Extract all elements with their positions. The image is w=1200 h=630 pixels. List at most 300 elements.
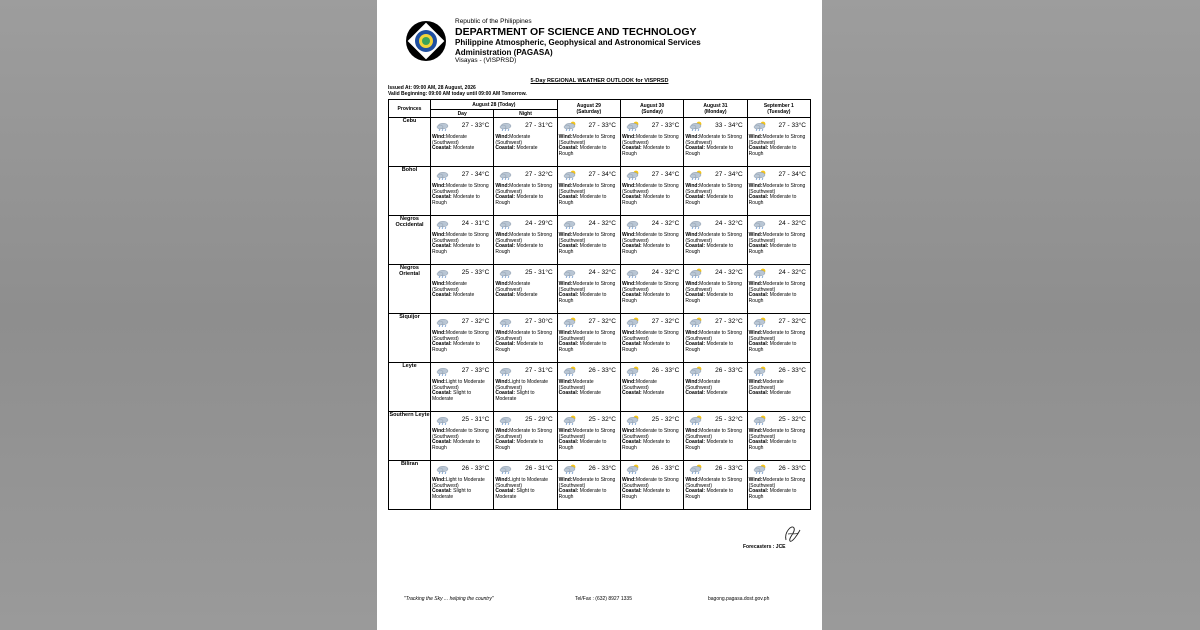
coastal-label: Coastal:	[685, 243, 706, 249]
wind-value: Moderate (Southwest)	[748, 379, 784, 391]
wind-value: Moderate to Strong (Southwest)	[495, 428, 552, 440]
coastal-label: Coastal:	[432, 439, 452, 445]
province-row	[389, 118, 811, 167]
forecast-cell	[620, 314, 683, 363]
province-row	[389, 216, 811, 265]
temperature-range: 27 - 33°C	[461, 367, 490, 374]
coastal-label: Coastal:	[621, 439, 642, 445]
wind-label: Wind:	[748, 134, 763, 140]
partly-cloudy-rain-icon	[752, 464, 766, 474]
day-subheader: Day	[431, 110, 494, 118]
wind-value: Moderate to Strong (Southwest)	[748, 183, 806, 195]
forecast-cell	[684, 314, 747, 363]
coastal-value: Moderate	[579, 390, 601, 396]
rain-cloud-icon	[625, 268, 639, 278]
wind-label: Wind:	[432, 379, 446, 385]
forecast-cell	[620, 216, 683, 265]
forecast-description	[559, 429, 619, 451]
coastal-label: Coastal:	[558, 341, 579, 347]
forecast-description	[749, 282, 809, 304]
rain-cloud-icon	[498, 170, 512, 180]
forecast-description	[432, 233, 492, 255]
coastal-value: Moderate to Rough	[558, 341, 607, 353]
temperature-range: 27 - 34°C	[778, 171, 806, 178]
region-line: Visayas - (VISPRSD)	[455, 57, 517, 64]
temperature-range: 27 - 32°C	[525, 171, 553, 178]
coastal-label: Coastal:	[495, 439, 516, 445]
forecast-cell	[494, 265, 557, 314]
partly-cloudy-rain-icon	[562, 170, 576, 180]
wind-label: Wind:	[558, 428, 573, 434]
wind-value: Moderate (Southwest)	[432, 281, 467, 293]
coastal-value: Slight to Moderate	[432, 488, 472, 500]
wind-value: Moderate to Strong (Southwest)	[621, 134, 679, 146]
forecast-description	[559, 380, 619, 397]
report-title: 5-Day REGIONAL WEATHER OUTLOOK for VISPRSD	[530, 78, 669, 84]
rain-cloud-icon	[435, 121, 449, 131]
coastal-value: Moderate to Rough	[685, 292, 734, 304]
coastal-label: Coastal:	[558, 194, 579, 200]
temperature-range: 27 - 32°C	[588, 318, 616, 325]
rain-cloud-icon	[498, 219, 512, 229]
coastal-label: Coastal:	[621, 243, 642, 249]
wind-label: Wind:	[685, 330, 700, 336]
wind-label: Wind:	[621, 477, 636, 483]
temperature-range: 24 - 32°C	[715, 220, 743, 227]
wind-value: Moderate to Strong (Southwest)	[685, 183, 742, 195]
rain-cloud-icon	[688, 219, 702, 229]
forecast-description	[685, 184, 745, 206]
wind-value: Moderate to Strong (Southwest)	[621, 477, 679, 489]
coastal-value: Moderate to Rough	[558, 488, 607, 500]
temperature-range: 27 - 32°C	[778, 318, 806, 325]
coastal-value: Moderate to Rough	[621, 341, 670, 353]
temperature-range: 27 - 34°C	[588, 171, 616, 178]
forecast-cell	[684, 412, 747, 461]
coastal-label: Coastal:	[685, 341, 706, 347]
wind-value: Moderate to Strong (Southwest)	[621, 330, 679, 342]
province-name: Negros Oriental	[389, 265, 431, 314]
wind-value: Moderate (Southwest)	[432, 134, 467, 146]
rain-cloud-icon	[562, 268, 576, 278]
coastal-label: Coastal:	[621, 341, 642, 347]
partly-cloudy-rain-icon	[625, 170, 639, 180]
rain-cloud-icon	[435, 464, 449, 474]
wind-label: Wind:	[558, 379, 573, 385]
rain-cloud-icon	[498, 268, 512, 278]
forecast-description	[749, 478, 809, 500]
coastal-label: Coastal:	[432, 292, 452, 298]
forecast-cell	[684, 167, 747, 216]
provinces-header: Provinces	[389, 100, 431, 118]
temperature-range: 24 - 29°C	[525, 220, 553, 227]
wind-label: Wind:	[432, 281, 446, 287]
coastal-value: Moderate to Rough	[685, 194, 734, 206]
coastal-label: Coastal:	[685, 145, 706, 151]
forecast-cell	[684, 265, 747, 314]
temperature-range: 27 - 32°C	[651, 318, 680, 325]
temperature-range: 26 - 33°C	[778, 465, 806, 472]
rain-cloud-icon	[435, 415, 449, 425]
forecast-description	[622, 282, 682, 304]
wind-value: Moderate to Strong (Southwest)	[748, 428, 806, 440]
coastal-value: Moderate to Rough	[748, 488, 797, 500]
temperature-range: 27 - 33°C	[651, 122, 680, 129]
partly-cloudy-rain-icon	[625, 415, 639, 425]
coastal-label: Coastal:	[558, 145, 579, 151]
temperature-range: 24 - 32°C	[651, 269, 680, 276]
coastal-value: Moderate	[516, 292, 538, 298]
wind-label: Wind:	[495, 232, 510, 238]
rain-cloud-icon	[435, 219, 449, 229]
forecast-cell	[494, 216, 557, 265]
coastal-value: Moderate	[643, 390, 665, 396]
wind-label: Wind:	[685, 134, 700, 140]
coastal-value: Moderate to Rough	[621, 243, 670, 255]
wind-value: Moderate to Strong (Southwest)	[748, 281, 806, 293]
coastal-label: Coastal:	[495, 390, 516, 396]
wind-value: Light to Moderate (Southwest)	[432, 379, 485, 391]
wind-value: Moderate (Southwest)	[685, 379, 721, 391]
temperature-range: 27 - 32°C	[715, 318, 743, 325]
wind-label: Wind:	[621, 330, 636, 336]
coastal-value: Moderate to Rough	[748, 194, 797, 206]
issue-info	[388, 85, 527, 97]
temperature-range: 27 - 31°C	[525, 122, 553, 129]
coastal-label: Coastal:	[685, 488, 706, 494]
coastal-value: Moderate to Rough	[432, 439, 480, 451]
department-name: DEPARTMENT OF SCIENCE AND TECHNOLOGY	[455, 26, 697, 38]
coastal-value: Moderate to Rough	[495, 439, 544, 451]
forecast-description	[622, 331, 682, 353]
forecast-description	[749, 331, 809, 353]
agency-name-line2: Administration (PAGASA)	[455, 47, 553, 57]
wind-label: Wind:	[748, 428, 763, 434]
wind-label: Wind:	[748, 281, 763, 287]
coastal-value: Moderate to Rough	[748, 341, 797, 353]
forecast-cell	[431, 314, 494, 363]
coastal-value: Moderate to Rough	[558, 194, 607, 206]
temperature-range: 24 - 32°C	[651, 220, 680, 227]
forecast-description	[622, 184, 682, 206]
forecast-description	[559, 135, 619, 157]
wind-value: Moderate to Strong (Southwest)	[558, 330, 616, 342]
rain-cloud-icon	[435, 268, 449, 278]
coastal-label: Coastal:	[748, 439, 769, 445]
temperature-range: 27 - 31°C	[525, 367, 553, 374]
rain-cloud-icon	[498, 415, 512, 425]
wind-value: Moderate to Strong (Southwest)	[685, 330, 742, 342]
wind-label: Wind:	[432, 428, 446, 434]
forecast-cell	[431, 363, 494, 412]
forecast-description	[495, 331, 555, 353]
coastal-label: Coastal:	[685, 292, 706, 298]
wind-value: Moderate to Strong (Southwest)	[748, 477, 806, 489]
forecast-cell	[494, 118, 557, 167]
coastal-label: Coastal:	[432, 243, 452, 249]
wind-value: Moderate to Strong (Southwest)	[748, 330, 806, 342]
rain-cloud-icon	[625, 219, 639, 229]
temperature-range: 27 - 33°C	[778, 122, 806, 129]
coastal-label: Coastal:	[748, 145, 769, 151]
wind-value: Moderate to Strong (Southwest)	[495, 330, 552, 342]
day-header-2: August 30 (Sunday)	[620, 100, 683, 118]
wind-label: Wind:	[685, 428, 700, 434]
rain-cloud-icon	[435, 170, 449, 180]
coastal-value: Moderate to Rough	[495, 341, 544, 353]
coastal-label: Coastal:	[558, 390, 579, 396]
province-row	[389, 265, 811, 314]
forecast-cell	[557, 216, 620, 265]
partly-cloudy-rain-icon	[688, 415, 702, 425]
wind-value: Moderate to Strong (Southwest)	[432, 183, 489, 195]
coastal-value: Slight to Moderate	[432, 390, 472, 402]
forecast-description	[432, 380, 492, 402]
coastal-label: Coastal:	[495, 194, 516, 200]
temperature-range: 25 - 32°C	[651, 416, 680, 423]
day-header-3: August 31 (Monday)	[684, 100, 747, 118]
temperature-range: 26 - 33°C	[588, 465, 616, 472]
coastal-label: Coastal:	[558, 292, 579, 298]
forecast-description	[559, 478, 619, 500]
wind-label: Wind:	[558, 281, 573, 287]
wind-value: Moderate (Southwest)	[621, 379, 657, 391]
forecast-cell	[620, 461, 683, 510]
coastal-value: Moderate to Rough	[621, 194, 670, 206]
temperature-range: 26 - 33°C	[461, 465, 490, 472]
partly-cloudy-rain-icon	[688, 170, 702, 180]
wind-value: Moderate to Strong (Southwest)	[558, 477, 616, 489]
forecast-description	[559, 331, 619, 353]
coastal-value: Moderate to Rough	[685, 243, 734, 255]
wind-value: Moderate to Strong (Southwest)	[685, 428, 742, 440]
forecast-cell	[431, 167, 494, 216]
wind-label: Wind:	[621, 232, 636, 238]
wind-value: Moderate to Strong (Southwest)	[558, 281, 616, 293]
temperature-range: 27 - 33°C	[461, 122, 490, 129]
wind-label: Wind:	[621, 183, 636, 189]
forecast-cell	[431, 265, 494, 314]
wind-label: Wind:	[495, 281, 510, 287]
coastal-value: Moderate to Rough	[495, 243, 544, 255]
forecast-cell	[747, 363, 810, 412]
forecast-cell	[557, 363, 620, 412]
coastal-label: Coastal:	[558, 488, 579, 494]
wind-value: Moderate (Southwest)	[495, 134, 531, 146]
coastal-label: Coastal:	[748, 243, 769, 249]
forecast-description	[559, 233, 619, 255]
temperature-range: 27 - 33°C	[588, 122, 616, 129]
temperature-range: 25 - 31°C	[461, 416, 490, 423]
wind-label: Wind:	[432, 183, 446, 189]
temperature-range: 26 - 31°C	[525, 465, 553, 472]
temperature-range: 26 - 33°C	[588, 367, 616, 374]
forecast-description	[749, 184, 809, 206]
coastal-label: Coastal:	[432, 488, 452, 494]
forecast-description	[685, 429, 745, 451]
partly-cloudy-rain-icon	[688, 121, 702, 131]
wind-label: Wind:	[495, 134, 510, 140]
forecast-description	[685, 331, 745, 353]
temperature-range: 33 - 34°C	[715, 122, 743, 129]
coastal-value: Moderate to Rough	[621, 488, 670, 500]
forecast-cell	[494, 167, 557, 216]
rain-cloud-icon	[498, 366, 512, 376]
forecast-cell	[494, 363, 557, 412]
wind-value: Moderate to Strong (Southwest)	[685, 477, 742, 489]
forecast-description	[432, 429, 492, 451]
partly-cloudy-rain-icon	[688, 464, 702, 474]
forecast-cell	[431, 412, 494, 461]
coastal-value: Moderate to Rough	[685, 439, 734, 451]
wind-label: Wind:	[748, 183, 763, 189]
temperature-range: 26 - 33°C	[778, 367, 806, 374]
forecast-cell	[494, 461, 557, 510]
coastal-label: Coastal:	[432, 145, 452, 151]
forecast-description	[495, 380, 555, 402]
forecast-description	[432, 184, 492, 206]
wind-label: Wind:	[748, 379, 763, 385]
forecast-cell	[431, 216, 494, 265]
footer-telfax: Tel/Fax : (632) 8927 1335	[575, 596, 632, 602]
wind-label: Wind:	[748, 477, 763, 483]
footer-website: bagong.pagasa.dost.gov.ph	[708, 596, 770, 602]
forecast-description	[749, 135, 809, 157]
partly-cloudy-rain-icon	[625, 366, 639, 376]
province-name: Negros Occidental	[389, 216, 431, 265]
wind-value: Moderate to Strong (Southwest)	[748, 134, 806, 146]
temperature-range: 26 - 33°C	[715, 367, 743, 374]
coastal-value: Moderate to Rough	[558, 439, 607, 451]
province-row	[389, 412, 811, 461]
wind-value: Moderate (Southwest)	[558, 379, 594, 391]
partly-cloudy-rain-icon	[752, 268, 766, 278]
wind-value: Moderate to Strong (Southwest)	[558, 183, 616, 195]
coastal-label: Coastal:	[495, 145, 516, 151]
partly-cloudy-rain-icon	[625, 121, 639, 131]
coastal-label: Coastal:	[748, 292, 769, 298]
forecast-cell	[431, 118, 494, 167]
right-background	[822, 0, 1200, 630]
wind-label: Wind:	[495, 183, 510, 189]
temperature-range: 24 - 31°C	[461, 220, 490, 227]
wind-value: Moderate to Strong (Southwest)	[432, 428, 489, 440]
forecast-description	[495, 282, 555, 299]
wind-label: Wind:	[621, 428, 636, 434]
wind-label: Wind:	[558, 134, 573, 140]
forecast-cell	[557, 118, 620, 167]
coastal-value: Moderate	[516, 145, 538, 151]
forecast-description	[685, 233, 745, 255]
coastal-label: Coastal:	[621, 194, 642, 200]
forecast-cell	[684, 363, 747, 412]
wind-value: Moderate to Strong (Southwest)	[685, 281, 742, 293]
wind-label: Wind:	[558, 477, 573, 483]
forecast-cell	[557, 461, 620, 510]
rain-cloud-icon	[752, 219, 766, 229]
partly-cloudy-rain-icon	[688, 268, 702, 278]
rain-cloud-icon	[562, 219, 576, 229]
coastal-label: Coastal:	[495, 341, 516, 347]
temperature-range: 25 - 31°C	[525, 269, 553, 276]
forecast-cell	[747, 167, 810, 216]
coastal-value: Moderate	[706, 390, 728, 396]
coastal-label: Coastal:	[495, 488, 516, 494]
night-subheader: Night	[494, 110, 557, 118]
forecast-description	[622, 135, 682, 157]
coastal-value: Moderate to Rough	[558, 292, 607, 304]
coastal-label: Coastal:	[495, 243, 516, 249]
temperature-range: 24 - 32°C	[715, 269, 743, 276]
rain-cloud-icon	[498, 121, 512, 131]
temperature-range: 27 - 34°C	[461, 171, 490, 178]
coastal-label: Coastal:	[685, 390, 706, 396]
forecast-cell	[557, 167, 620, 216]
forecast-description	[432, 282, 492, 299]
coastal-value: Moderate to Rough	[621, 145, 670, 157]
province-name: Siquijor	[389, 314, 431, 363]
rain-cloud-icon	[498, 317, 512, 327]
forecast-description	[622, 429, 682, 451]
wind-value: Moderate to Strong (Southwest)	[748, 232, 806, 244]
coastal-value: Moderate	[453, 145, 475, 151]
forecast-description	[749, 380, 809, 397]
coastal-label: Coastal:	[432, 390, 452, 396]
wind-label: Wind:	[432, 330, 446, 336]
coastal-value: Moderate to Rough	[432, 243, 480, 255]
forecast-cell	[747, 412, 810, 461]
wind-label: Wind:	[432, 134, 446, 140]
coastal-value: Moderate to Rough	[685, 145, 734, 157]
rain-cloud-icon	[498, 464, 512, 474]
forecast-description	[749, 429, 809, 451]
coastal-label: Coastal:	[432, 341, 452, 347]
coastal-label: Coastal:	[621, 292, 642, 298]
forecast-description	[749, 233, 809, 255]
wind-value: Moderate to Strong (Southwest)	[685, 134, 742, 146]
coastal-label: Coastal:	[748, 194, 769, 200]
wind-label: Wind:	[432, 232, 446, 238]
wind-value: Moderate to Strong (Southwest)	[558, 134, 616, 146]
forecast-description	[495, 429, 555, 451]
temperature-range: 27 - 32°C	[461, 318, 490, 325]
wind-label: Wind:	[621, 379, 636, 385]
footer-tagline: "Tracking the Sky ... helping the country"	[404, 596, 494, 602]
temperature-range: 24 - 32°C	[588, 269, 616, 276]
partly-cloudy-rain-icon	[752, 121, 766, 131]
forecast-description	[685, 478, 745, 500]
wind-label: Wind:	[558, 330, 573, 336]
temperature-range: 26 - 33°C	[651, 367, 680, 374]
province-name: Bohol	[389, 167, 431, 216]
wind-value: Moderate to Strong (Southwest)	[495, 183, 552, 195]
issued-at: Issued At: 09:00 AM, 28 August, 2026	[388, 85, 476, 91]
forecast-cell	[620, 265, 683, 314]
wind-label: Wind:	[621, 281, 636, 287]
province-row	[389, 461, 811, 510]
wind-label: Wind:	[685, 281, 700, 287]
temperature-range: 24 - 32°C	[778, 269, 806, 276]
wind-value: Moderate to Strong (Southwest)	[621, 428, 679, 440]
coastal-value: Moderate to Rough	[495, 194, 544, 206]
coastal-value: Slight to Moderate	[495, 488, 535, 500]
letterhead	[403, 18, 813, 68]
coastal-value: Moderate to Rough	[748, 243, 797, 255]
document-page	[377, 0, 822, 630]
forecast-description	[622, 380, 682, 397]
wind-label: Wind:	[495, 330, 510, 336]
forecast-description	[495, 478, 555, 500]
